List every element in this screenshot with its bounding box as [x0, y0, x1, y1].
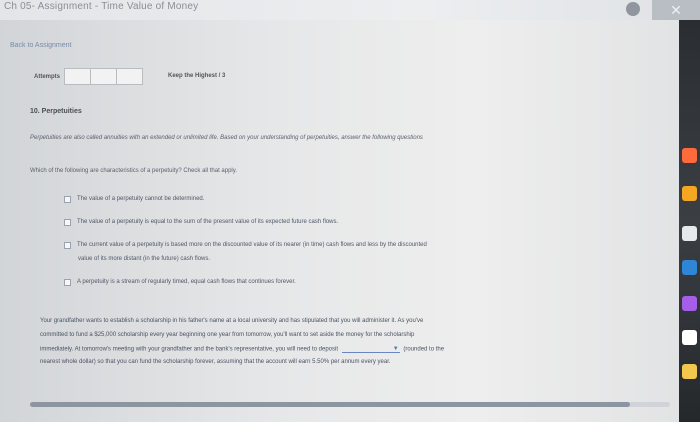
scrollbar-thumb[interactable]	[30, 402, 630, 407]
option-label-continued: value of its more distant (in the future) cash flows.	[78, 256, 211, 262]
window-title: Ch 05- Assignment - Time Value of Money	[4, 1, 199, 12]
app-icon-1[interactable]	[682, 148, 697, 163]
scenario-line: nearest whole dollar) so that you can fund the scholarship forever, assuming that the account will earn 5.50% per annum every year.	[40, 359, 391, 365]
question-prompt: Which of the following are characteristics of a perpetuity? Check all that apply.	[30, 168, 237, 174]
scenario-text: (rounded to the	[403, 346, 445, 353]
attempt-box	[90, 68, 117, 85]
chevron-down-icon: ▼	[392, 346, 399, 352]
app-icon-3[interactable]	[682, 226, 697, 241]
scenario-line: committed to fund a $25,000 scholarship every year beginning one year from tomorrow, you'll want to set aside the money for the scholarship	[40, 332, 415, 338]
app-icon-2[interactable]	[682, 186, 697, 201]
option-checkbox-row[interactable]	[64, 196, 204, 205]
option-checkbox-row[interactable]	[64, 219, 338, 228]
deposit-amount-dropdown[interactable]	[342, 345, 400, 353]
horizontal-scrollbar[interactable]	[30, 402, 670, 407]
question-heading: 10. Perpetuities	[30, 108, 82, 115]
app-icon-5[interactable]	[682, 296, 697, 311]
window-control-icon[interactable]	[626, 2, 640, 16]
back-to-assignment-link[interactable]: Back to Assignment	[10, 42, 72, 49]
question-intro: Perpetuities are also called annuities with an extended or unlimited life. Based on your understanding of perpetuities, answer the following questions	[30, 135, 423, 141]
app-icon-7[interactable]	[682, 364, 697, 379]
app-icon-4[interactable]	[682, 260, 697, 275]
scenario-line-with-dropdown	[40, 345, 444, 353]
option-label: The current value of a perpetuity is based more on the discounted value of its nearer (in time) cash flows and less by the discounted	[77, 242, 427, 248]
attempt-boxes	[64, 68, 142, 85]
window-titlebar	[0, 0, 700, 20]
option-checkbox-row[interactable]	[64, 242, 427, 251]
app-icon-6[interactable]	[682, 330, 697, 345]
close-button[interactable]: ✕	[652, 0, 700, 20]
attempt-box	[116, 68, 143, 85]
option-label: The value of a perpetuity is equal to the sum of the present value of its expected future cash flows.	[77, 219, 339, 225]
checkbox[interactable]	[64, 242, 71, 249]
keep-highest-label: Keep the Highest / 3	[168, 73, 226, 79]
attempts-label: Attempts	[34, 74, 61, 80]
scenario-text: immediately. At tomorrow's meeting with your grandfather and the bank's representative, you will need to deposit	[40, 346, 339, 353]
app-sidebar	[679, 20, 700, 422]
option-label: A perpetuity is a stream of regularly timed, equal cash flows that continues forever.	[77, 279, 296, 285]
checkbox[interactable]	[64, 219, 71, 226]
assignment-panel	[0, 20, 679, 422]
scenario-line: Your grandfather wants to establish a scholarship in his father's name at a local university and has stipulated that you will administer it. As you've	[40, 318, 424, 324]
attempt-box	[64, 68, 91, 85]
option-label: The value of a perpetuity cannot be determined.	[77, 196, 205, 202]
option-checkbox-row[interactable]	[64, 279, 296, 288]
checkbox[interactable]	[64, 279, 71, 286]
checkbox[interactable]	[64, 196, 71, 203]
